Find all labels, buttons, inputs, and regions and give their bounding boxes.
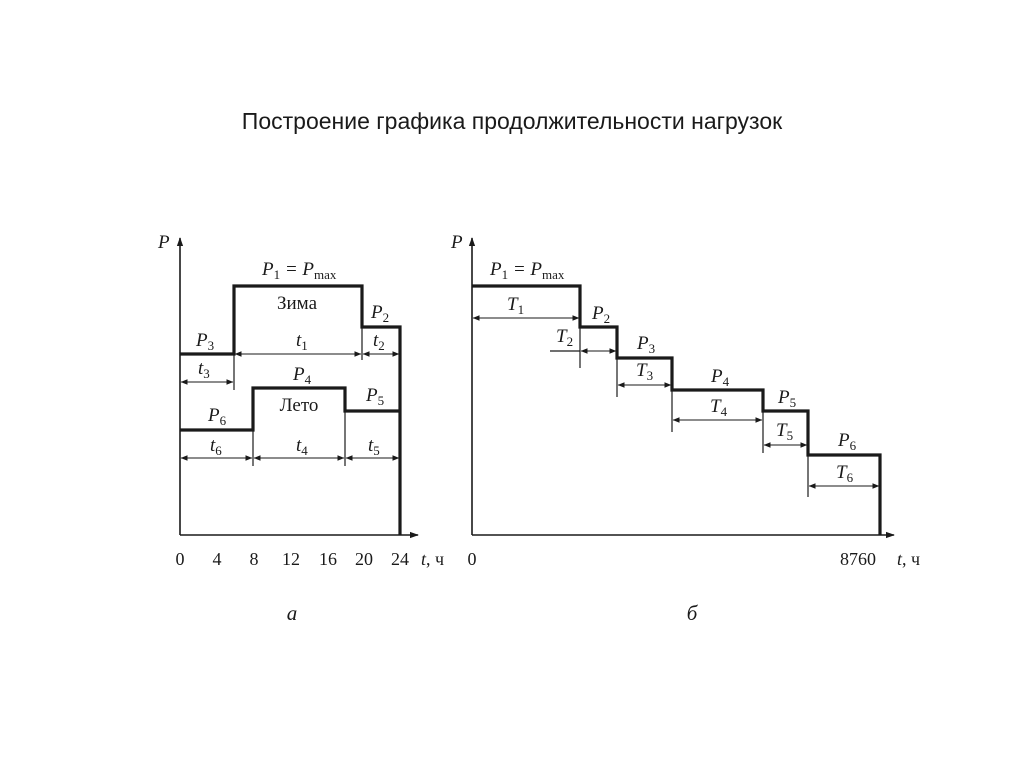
label-T1: $T_1$	[507, 294, 525, 317]
label-t2: $t_2$	[373, 330, 385, 353]
tick-label: 24	[391, 549, 409, 569]
tick-label: 4	[212, 549, 222, 569]
panel-b	[450, 232, 920, 625]
panel-a	[157, 232, 444, 625]
label-p1-pmax: $P_1 = P_{max}$	[262, 259, 337, 282]
tick-label: 8760	[840, 549, 876, 569]
label-T6: $T_6$	[836, 462, 854, 485]
label-t5: $t_5$	[368, 435, 380, 458]
label-T5: $T_5$	[776, 420, 794, 443]
label-T2: $T_2$	[556, 326, 574, 349]
label-p3: $P_3$	[637, 333, 656, 356]
label-p1-pmax: $P_1 = P_{max}$	[490, 259, 565, 282]
label-t6: $t_6$	[210, 435, 222, 458]
label-p4: $P_4$	[711, 366, 730, 389]
label-p5: $P_5$	[366, 385, 385, 408]
tick-label: 8	[249, 549, 259, 569]
tick-label: 20	[355, 549, 373, 569]
p-axis-label: P	[158, 232, 170, 253]
label-t1: $t_1$	[296, 330, 308, 353]
label-leto: Лето	[279, 395, 319, 416]
label-p5: $P_5$	[778, 387, 797, 410]
tick-label: 0	[467, 549, 477, 569]
label-t3: $t_3$	[198, 358, 210, 381]
label-p6: $P_6$	[208, 405, 227, 428]
slide-title: Построение графика продолжительности нагрузок	[241, 108, 783, 134]
label-T4: $T_4$	[710, 396, 728, 419]
panel-b-caption: б	[686, 601, 698, 625]
x-tick-labels	[176, 549, 445, 569]
annual-load-duration-curve	[472, 286, 880, 535]
label-p3: $P_3$	[196, 330, 215, 353]
label-p4: $P_4$	[293, 364, 312, 387]
label-p6: $P_6$	[838, 430, 857, 453]
tick-label: 16	[319, 549, 337, 569]
p-axis-label: P	[451, 232, 463, 253]
label-p2: $P_2$	[371, 302, 390, 325]
label-p2: $P_2$	[592, 303, 611, 326]
label-zima: Зима	[276, 293, 318, 314]
panel-a-caption: а	[286, 601, 298, 625]
tick-label: 0	[175, 549, 185, 569]
tick-label: 12	[282, 549, 300, 569]
label-t4: $t_4$	[296, 435, 308, 458]
t-axis-label: t, ч	[421, 549, 445, 569]
label-T3: $T_3$	[636, 360, 654, 383]
t-axis-label: t, ч	[897, 549, 921, 569]
